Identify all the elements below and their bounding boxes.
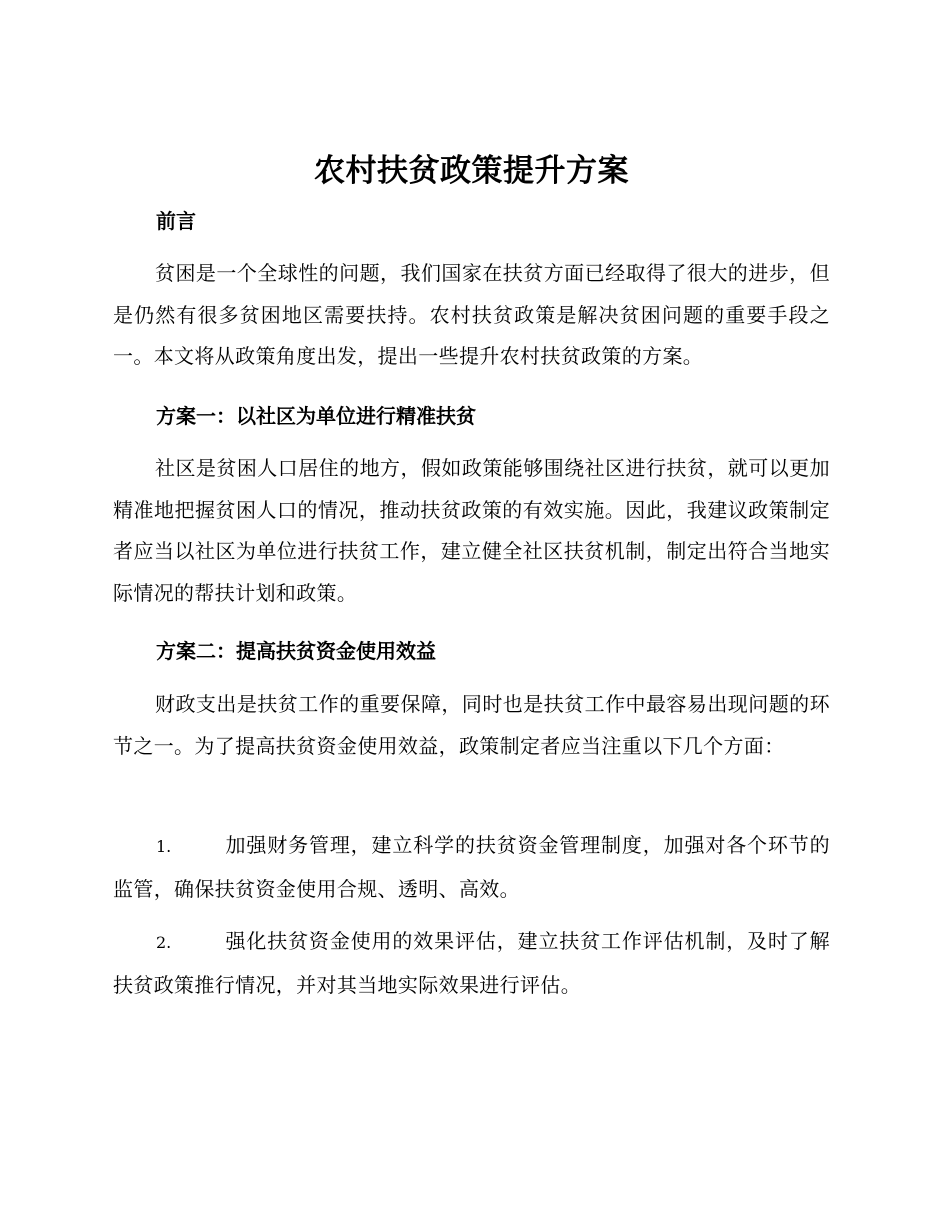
list-item-text: 加强财务管理，建立科学的扶贫资金管理制度，加强对各个环节的监管，确保扶贫资金使用合规、透明、高效。: [113, 833, 830, 901]
plan-two-paragraph: 财政支出是扶贫工作的重要保障，同时也是扶贫工作中最容易出现问题的环节之一。为了提高扶贫资金使用效益，政策制定者应当注重以下几个方面：: [113, 692, 830, 758]
plan-one-paragraph: 社区是贫困人口居住的地方，假如政策能够围绕社区进行扶贫，就可以更加精准地把握贫困人口的情况，推动扶贫政策的有效实施。因此，我建议政策制定者应当以社区为单位进行扶贫工作，建立健全社区扶贫机制，制定出符合当地实际情况的帮扶计划和政策。: [113, 456, 830, 605]
section-heading-plan-one: 方案一：以社区为单位进行精准扶贫: [156, 404, 476, 428]
list-item: [113, 920, 830, 1007]
document-title: 农村扶贫政策提升方案: [314, 153, 629, 189]
section-heading-plan-two: 方案二：提高扶贫资金使用效益: [156, 639, 436, 663]
list-item: [113, 824, 830, 911]
preface-paragraph: 贫困是一个全球性的问题，我们国家在扶贫方面已经取得了很大的进步，但是仍然有很多贫困地区需要扶持。农村扶贫政策是解决贫困问题的重要手段之一。本文将从政策角度出发，提出一些提升农村扶贫政策的方案。: [113, 261, 830, 368]
section-heading-preface: 前言: [156, 209, 196, 233]
list-item-number: 1.: [156, 837, 172, 856]
list-item-text: 强化扶贫资金使用的效果评估，建立扶贫工作评估机制，及时了解扶贫政策推行情况，并对其当地实际效果进行评估。: [113, 929, 830, 997]
list-item-number: 2.: [156, 933, 172, 952]
